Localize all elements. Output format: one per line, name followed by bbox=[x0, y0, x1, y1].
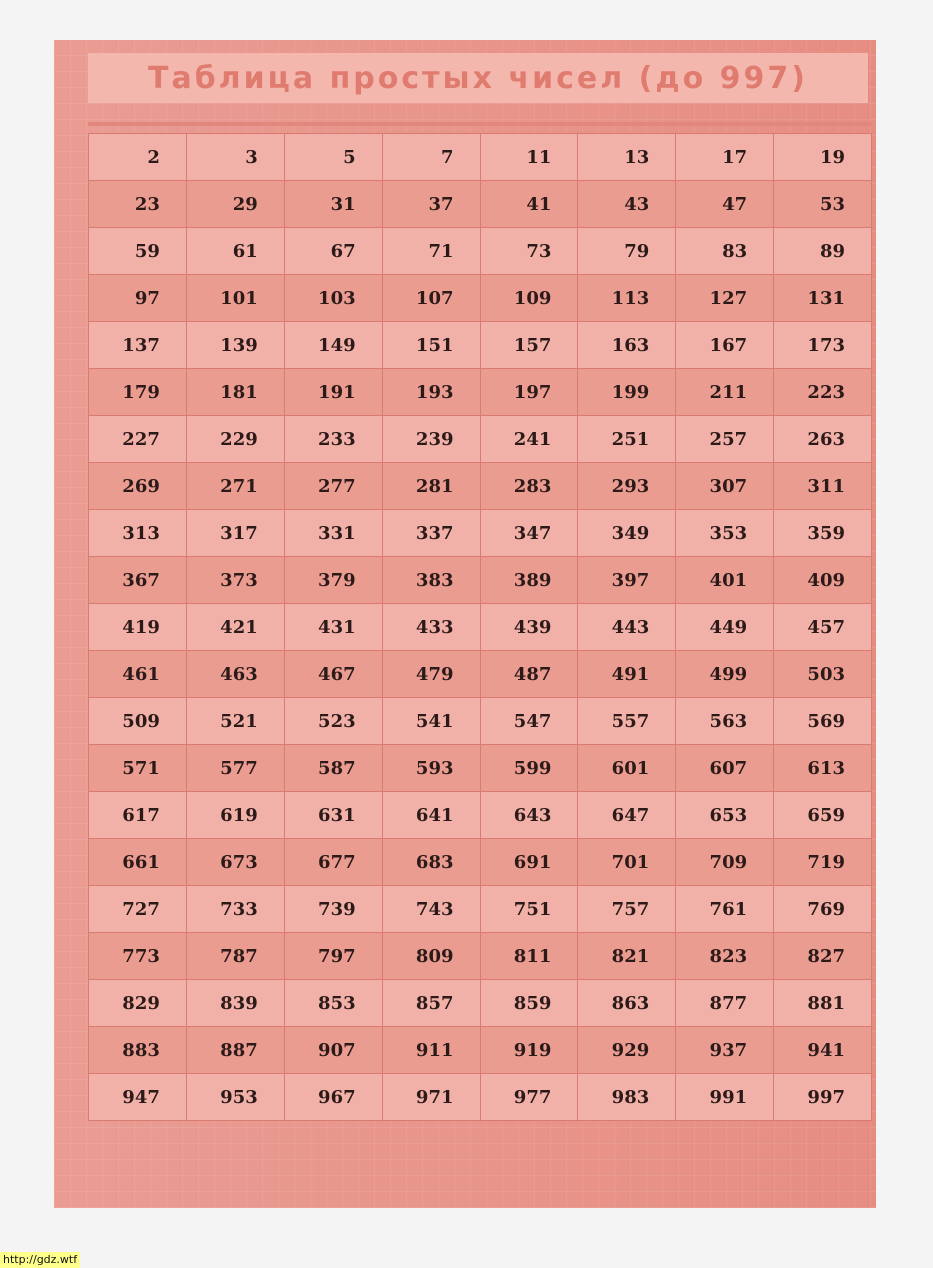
prime-cell: 677 bbox=[284, 839, 382, 886]
prime-cell: 593 bbox=[382, 745, 480, 792]
prime-cell: 487 bbox=[480, 651, 578, 698]
prime-cell: 701 bbox=[578, 839, 676, 886]
prime-cell: 373 bbox=[186, 557, 284, 604]
prime-table-body bbox=[89, 134, 872, 1121]
prime-cell: 857 bbox=[382, 980, 480, 1027]
prime-cell: 199 bbox=[578, 369, 676, 416]
prime-cell: 461 bbox=[89, 651, 187, 698]
prime-cell: 991 bbox=[676, 1074, 774, 1121]
prime-cell: 947 bbox=[89, 1074, 187, 1121]
prime-cell: 613 bbox=[774, 745, 872, 792]
table-row bbox=[89, 933, 872, 980]
prime-cell: 631 bbox=[284, 792, 382, 839]
prime-cell: 859 bbox=[480, 980, 578, 1027]
table-row bbox=[89, 275, 872, 322]
prime-cell: 577 bbox=[186, 745, 284, 792]
prime-cell: 641 bbox=[382, 792, 480, 839]
prime-cell: 601 bbox=[578, 745, 676, 792]
prime-cell: 107 bbox=[382, 275, 480, 322]
prime-cell: 307 bbox=[676, 463, 774, 510]
prime-cell: 61 bbox=[186, 228, 284, 275]
prime-cell: 263 bbox=[774, 416, 872, 463]
table-row bbox=[89, 463, 872, 510]
prime-cell: 821 bbox=[578, 933, 676, 980]
prime-cell: 163 bbox=[578, 322, 676, 369]
prime-cell: 523 bbox=[284, 698, 382, 745]
prime-cell: 607 bbox=[676, 745, 774, 792]
table-row bbox=[89, 557, 872, 604]
prime-cell: 839 bbox=[186, 980, 284, 1027]
prime-cell: 823 bbox=[676, 933, 774, 980]
prime-cell: 569 bbox=[774, 698, 872, 745]
prime-cell: 139 bbox=[186, 322, 284, 369]
prime-cell: 929 bbox=[578, 1027, 676, 1074]
prime-cell: 11 bbox=[480, 134, 578, 181]
table-row bbox=[89, 792, 872, 839]
prime-cell: 709 bbox=[676, 839, 774, 886]
prime-cell: 509 bbox=[89, 698, 187, 745]
table-row bbox=[89, 510, 872, 557]
prime-cell: 227 bbox=[89, 416, 187, 463]
table-row bbox=[89, 1074, 872, 1121]
prime-table-poster bbox=[54, 40, 876, 1208]
prime-cell: 67 bbox=[284, 228, 382, 275]
prime-cell: 491 bbox=[578, 651, 676, 698]
table-row bbox=[89, 745, 872, 792]
prime-cell: 5 bbox=[284, 134, 382, 181]
prime-cell: 31 bbox=[284, 181, 382, 228]
prime-cell: 919 bbox=[480, 1027, 578, 1074]
prime-cell: 19 bbox=[774, 134, 872, 181]
table-row bbox=[89, 416, 872, 463]
prime-cell: 617 bbox=[89, 792, 187, 839]
prime-cell: 761 bbox=[676, 886, 774, 933]
prime-cell: 661 bbox=[89, 839, 187, 886]
prime-cell: 71 bbox=[382, 228, 480, 275]
prime-cell: 419 bbox=[89, 604, 187, 651]
prime-cell: 257 bbox=[676, 416, 774, 463]
prime-cell: 193 bbox=[382, 369, 480, 416]
prime-cell: 683 bbox=[382, 839, 480, 886]
prime-cell: 59 bbox=[89, 228, 187, 275]
prime-cell: 971 bbox=[382, 1074, 480, 1121]
table-row bbox=[89, 322, 872, 369]
table-row bbox=[89, 1027, 872, 1074]
prime-cell: 353 bbox=[676, 510, 774, 557]
prime-cell: 283 bbox=[480, 463, 578, 510]
prime-cell: 17 bbox=[676, 134, 774, 181]
prime-cell: 379 bbox=[284, 557, 382, 604]
prime-cell: 101 bbox=[186, 275, 284, 322]
prime-cell: 653 bbox=[676, 792, 774, 839]
prime-cell: 797 bbox=[284, 933, 382, 980]
prime-cell: 173 bbox=[774, 322, 872, 369]
prime-cell: 7 bbox=[382, 134, 480, 181]
page-title: Таблица простых чисел (до 997) bbox=[148, 60, 808, 96]
prime-cell: 547 bbox=[480, 698, 578, 745]
prime-cell: 137 bbox=[89, 322, 187, 369]
prime-cell: 863 bbox=[578, 980, 676, 1027]
prime-cell: 313 bbox=[89, 510, 187, 557]
prime-cell: 647 bbox=[578, 792, 676, 839]
prime-cell: 239 bbox=[382, 416, 480, 463]
prime-cell: 241 bbox=[480, 416, 578, 463]
prime-cell: 571 bbox=[89, 745, 187, 792]
prime-cell: 73 bbox=[480, 228, 578, 275]
prime-cell: 521 bbox=[186, 698, 284, 745]
prime-cell: 349 bbox=[578, 510, 676, 557]
prime-cell: 733 bbox=[186, 886, 284, 933]
prime-cell: 367 bbox=[89, 557, 187, 604]
prime-cell: 131 bbox=[774, 275, 872, 322]
prime-cell: 463 bbox=[186, 651, 284, 698]
prime-cell: 811 bbox=[480, 933, 578, 980]
table-row bbox=[89, 604, 872, 651]
source-watermark-link[interactable]: http://gdz.wtf bbox=[0, 1252, 80, 1268]
prime-cell: 2 bbox=[89, 134, 187, 181]
table-row bbox=[89, 228, 872, 275]
prime-cell: 853 bbox=[284, 980, 382, 1027]
prime-cell: 281 bbox=[382, 463, 480, 510]
prime-cell: 977 bbox=[480, 1074, 578, 1121]
prime-cell: 439 bbox=[480, 604, 578, 651]
prime-cell: 337 bbox=[382, 510, 480, 557]
prime-cell: 829 bbox=[89, 980, 187, 1027]
prime-cell: 467 bbox=[284, 651, 382, 698]
prime-cell: 719 bbox=[774, 839, 872, 886]
prime-cell: 727 bbox=[89, 886, 187, 933]
prime-cell: 167 bbox=[676, 322, 774, 369]
prime-cell: 149 bbox=[284, 322, 382, 369]
prime-numbers-table bbox=[88, 133, 872, 1121]
prime-cell: 251 bbox=[578, 416, 676, 463]
prime-cell: 53 bbox=[774, 181, 872, 228]
prime-cell: 503 bbox=[774, 651, 872, 698]
prime-cell: 457 bbox=[774, 604, 872, 651]
prime-cell: 997 bbox=[774, 1074, 872, 1121]
prime-cell: 113 bbox=[578, 275, 676, 322]
prime-cell: 907 bbox=[284, 1027, 382, 1074]
prime-cell: 317 bbox=[186, 510, 284, 557]
prime-cell: 13 bbox=[578, 134, 676, 181]
prime-cell: 787 bbox=[186, 933, 284, 980]
prime-cell: 89 bbox=[774, 228, 872, 275]
prime-cell: 691 bbox=[480, 839, 578, 886]
table-row bbox=[89, 839, 872, 886]
prime-cell: 743 bbox=[382, 886, 480, 933]
prime-cell: 757 bbox=[578, 886, 676, 933]
prime-cell: 619 bbox=[186, 792, 284, 839]
prime-cell: 3 bbox=[186, 134, 284, 181]
prime-cell: 383 bbox=[382, 557, 480, 604]
prime-cell: 29 bbox=[186, 181, 284, 228]
prime-cell: 191 bbox=[284, 369, 382, 416]
prime-cell: 109 bbox=[480, 275, 578, 322]
prime-cell: 499 bbox=[676, 651, 774, 698]
prime-cell: 229 bbox=[186, 416, 284, 463]
table-row bbox=[89, 651, 872, 698]
prime-cell: 311 bbox=[774, 463, 872, 510]
prime-cell: 809 bbox=[382, 933, 480, 980]
prime-cell: 541 bbox=[382, 698, 480, 745]
prime-cell: 887 bbox=[186, 1027, 284, 1074]
prime-cell: 347 bbox=[480, 510, 578, 557]
table-row bbox=[89, 980, 872, 1027]
prime-cell: 479 bbox=[382, 651, 480, 698]
prime-cell: 97 bbox=[89, 275, 187, 322]
table-row bbox=[89, 369, 872, 416]
prime-cell: 233 bbox=[284, 416, 382, 463]
prime-cell: 389 bbox=[480, 557, 578, 604]
prime-cell: 599 bbox=[480, 745, 578, 792]
prime-cell: 557 bbox=[578, 698, 676, 745]
prime-cell: 433 bbox=[382, 604, 480, 651]
title-divider bbox=[88, 122, 872, 126]
prime-cell: 431 bbox=[284, 604, 382, 651]
prime-cell: 151 bbox=[382, 322, 480, 369]
prime-cell: 769 bbox=[774, 886, 872, 933]
prime-cell: 983 bbox=[578, 1074, 676, 1121]
prime-cell: 877 bbox=[676, 980, 774, 1027]
prime-cell: 271 bbox=[186, 463, 284, 510]
prime-cell: 37 bbox=[382, 181, 480, 228]
prime-cell: 643 bbox=[480, 792, 578, 839]
table-row bbox=[89, 181, 872, 228]
prime-cell: 397 bbox=[578, 557, 676, 604]
prime-cell: 739 bbox=[284, 886, 382, 933]
prime-cell: 941 bbox=[774, 1027, 872, 1074]
prime-cell: 331 bbox=[284, 510, 382, 557]
prime-cell: 751 bbox=[480, 886, 578, 933]
prime-cell: 83 bbox=[676, 228, 774, 275]
prime-cell: 563 bbox=[676, 698, 774, 745]
prime-cell: 421 bbox=[186, 604, 284, 651]
prime-cell: 23 bbox=[89, 181, 187, 228]
prime-cell: 967 bbox=[284, 1074, 382, 1121]
prime-cell: 827 bbox=[774, 933, 872, 980]
prime-cell: 443 bbox=[578, 604, 676, 651]
prime-cell: 127 bbox=[676, 275, 774, 322]
prime-cell: 911 bbox=[382, 1027, 480, 1074]
prime-cell: 673 bbox=[186, 839, 284, 886]
prime-cell: 449 bbox=[676, 604, 774, 651]
prime-cell: 197 bbox=[480, 369, 578, 416]
prime-cell: 659 bbox=[774, 792, 872, 839]
prime-cell: 181 bbox=[186, 369, 284, 416]
prime-cell: 881 bbox=[774, 980, 872, 1027]
prime-cell: 401 bbox=[676, 557, 774, 604]
prime-cell: 269 bbox=[89, 463, 187, 510]
title-band bbox=[88, 53, 868, 103]
prime-cell: 359 bbox=[774, 510, 872, 557]
prime-cell: 157 bbox=[480, 322, 578, 369]
prime-cell: 223 bbox=[774, 369, 872, 416]
prime-cell: 211 bbox=[676, 369, 774, 416]
prime-cell: 883 bbox=[89, 1027, 187, 1074]
prime-cell: 953 bbox=[186, 1074, 284, 1121]
prime-cell: 79 bbox=[578, 228, 676, 275]
prime-cell: 103 bbox=[284, 275, 382, 322]
prime-cell: 277 bbox=[284, 463, 382, 510]
prime-cell: 41 bbox=[480, 181, 578, 228]
table-row bbox=[89, 886, 872, 933]
table-row bbox=[89, 698, 872, 745]
prime-cell: 587 bbox=[284, 745, 382, 792]
prime-cell: 937 bbox=[676, 1027, 774, 1074]
prime-cell: 47 bbox=[676, 181, 774, 228]
prime-cell: 773 bbox=[89, 933, 187, 980]
prime-cell: 43 bbox=[578, 181, 676, 228]
prime-cell: 179 bbox=[89, 369, 187, 416]
table-row bbox=[89, 134, 872, 181]
prime-cell: 293 bbox=[578, 463, 676, 510]
prime-cell: 409 bbox=[774, 557, 872, 604]
